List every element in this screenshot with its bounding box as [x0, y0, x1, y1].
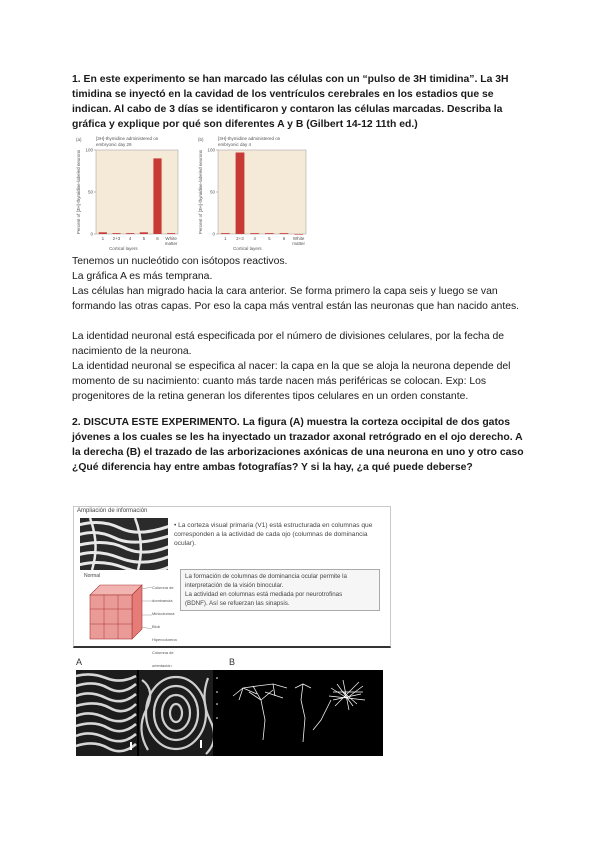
chart-xtick-label: 4	[253, 236, 256, 241]
chart-ytick-label: 0	[212, 231, 215, 237]
chart-bar	[126, 233, 134, 234]
figure-2-label-a: A	[76, 657, 83, 667]
chart-ylabel: Percent of [3H]-thymidine-labeled neurons	[76, 149, 81, 235]
chart-xtick-label: 1	[224, 236, 227, 241]
chart-bar	[236, 153, 245, 234]
chart-title-line-1: [3H]-thymidine administered on	[218, 136, 281, 141]
info-panel	[73, 506, 391, 668]
diagram-label-hypercolumn: Hipercolumna	[152, 637, 177, 642]
chart-xtick-label: 1	[101, 236, 105, 241]
ocular-dominance-photo	[80, 518, 168, 570]
info-box	[180, 569, 380, 611]
answer-line-3: Las células han migrado hacia la cara anterior. Se forma primero la capa seis y luego se van formando las otras capas. Por eso la capa más ventral están las neuronas que han nacido antes.	[72, 286, 520, 312]
chart-xtick-label: 6	[156, 236, 159, 241]
question-2: 2. DISCUTA ESTE EXPERIMENTO. La figura (A) muestra la corteza occipital de dos gatos jóvenes a los cuales se les ha inyectado un trazador axonal retrógrado en el ojo derecho. A la derecha (B) el trazado de las arborizaciones axónicas de una neurona en uno y otro caso ¿Qué diferencia hay entre ambas fotografías? Y si la hay, ¿a qué puede deberse?	[72, 417, 524, 473]
chart-bar	[99, 232, 107, 234]
answer-line-5: La identidad neuronal se especifica al nacer: la capa en la que se aloja la neurona depende del momento de su nacimiento: cuanto más tarde nacen más periféricas se colocan. Exp: Los progenitores de la retina generan los diferentes tipos celulares en un orden constante.	[72, 361, 511, 402]
info-bullet: • La corteza visual primaria (V1) está estructurada en columnas que corresponden a la actividad de cada ojo (columnas de dominancia ocular).	[174, 522, 373, 547]
chart-title-line-1: [3H]-thymidine administered on	[96, 136, 159, 141]
chart-xtick-label: 2+3	[112, 236, 121, 241]
chart-xtick-label: 5	[142, 236, 146, 241]
chart-xtick-label: matter	[164, 241, 178, 246]
chart-xtick-label: 2+3	[236, 236, 244, 241]
figure-2a-cortex-photo	[76, 670, 214, 756]
question-1: 1. En este experimento se han marcado las células con un “pulso de 3H timidina”. La 3H timidina se inyectó en la cavidad de los ventrículos cerebrales en los estadios que se indican. Al cabo de 3 días se identificaron y contaron las células marcadas. Describa la gráfica y explique por qué son diferentes A y B (Gilbert 14-12 11th ed.)	[72, 74, 509, 130]
chart-xlabel: Cortical layers	[109, 246, 138, 251]
chart-panel-label: (a)	[76, 137, 82, 142]
chart-xtick-label: 4	[128, 236, 132, 241]
chart-xtick-label: White	[292, 236, 305, 241]
info-box-line-2: interpretación de la visión binocular.	[185, 582, 284, 589]
figure-1-charts	[72, 134, 532, 258]
chart-xtick-label: 5	[268, 236, 271, 241]
info-box-line-3: La actividad en columnas está mediada por neurotrofinas	[185, 591, 343, 598]
diagram-label-blob: Blob	[152, 624, 161, 629]
info-panel-header: Ampliación de información	[77, 508, 148, 514]
chart-xlabel: Cortical layers	[233, 246, 262, 251]
answer-line-4: La identidad neuronal está especificada por el número de divisiones celulares, por la fecha de nacimiento de la neurona.	[72, 331, 505, 357]
chart-ytick-label: 100	[207, 147, 215, 153]
info-box-line-4: (BDNF). Así se refuerzan las sinapsis.	[185, 600, 290, 607]
info-box-line-1: La formación de columnas de dominancia ocular permite la	[185, 573, 347, 580]
chart-b	[198, 136, 306, 251]
diagram-labels	[152, 581, 178, 672]
chart-title-line-2: embryonic day 4	[218, 142, 252, 147]
diagram-label-minicolumn: Minicolumna	[152, 611, 175, 616]
chart-xtick-label: matter	[292, 241, 306, 246]
chart-bar	[250, 233, 259, 234]
chart-xtick-label: White	[165, 236, 177, 241]
info-bullet-text: La corteza visual primaria (V1) está estructurada en columnas que corresponden a la actividad de cada ojo (columnas de dominancia ocular).	[174, 522, 373, 547]
chart-bar	[112, 233, 120, 234]
chart-bar	[153, 158, 161, 234]
chart-ytick-label: 50	[87, 189, 93, 195]
chart-ytick-label: 50	[209, 189, 215, 195]
chart-ytick-label: 0	[90, 231, 93, 237]
chart-bar	[294, 234, 303, 235]
answer-line-2: La gráfica A es más temprana.	[72, 271, 213, 282]
chart-bar	[280, 233, 289, 234]
chart-a	[76, 136, 178, 251]
chart-bar	[265, 233, 274, 234]
chart-plot-area	[218, 150, 306, 234]
answer-line-1: Tenemos un nucleótido con isótopos reactivos.	[72, 256, 288, 267]
chart-xtick-label: 6	[282, 236, 286, 241]
chart-panel-label: (b)	[198, 137, 204, 142]
chart-plot-area	[96, 150, 178, 234]
figure-2b-axon-tracings	[213, 670, 383, 756]
diagram-label-dominance: Columna de dominancia	[152, 585, 174, 603]
chart-title-line-2: embryonic day 29	[96, 142, 132, 147]
chart-bar	[167, 233, 175, 234]
chart-ylabel: Percent of [3H]-thymidine-labeled neurons	[198, 149, 203, 235]
chart-bar	[221, 233, 230, 234]
diagram-label-orientation: Columna de orientación	[152, 650, 174, 668]
figure-2-label-b: B	[229, 657, 236, 667]
chart-ytick-label: 100	[85, 147, 93, 153]
chart-bar	[140, 232, 148, 234]
diagram-title: Normal	[84, 573, 101, 579]
